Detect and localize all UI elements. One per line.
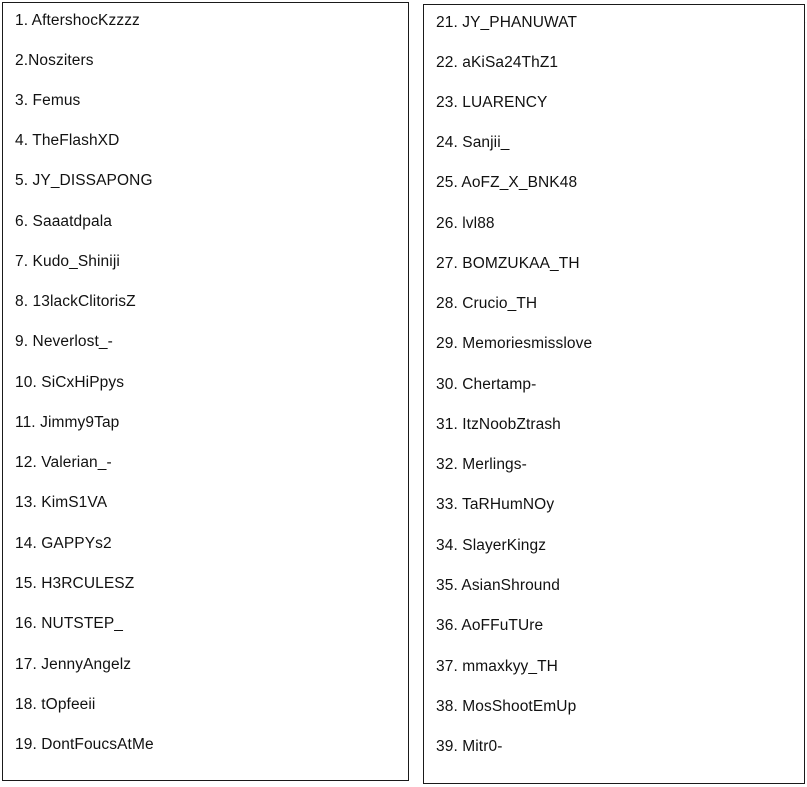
- list-item: 32. Merlings-: [436, 456, 527, 473]
- list-item: 39. Mitr0-: [436, 738, 503, 755]
- list-item: 23. LUARENCY: [436, 94, 548, 111]
- list-item: 7. Kudo_Shiniji: [15, 253, 120, 270]
- list-item: 9. Neverlost_-: [15, 333, 113, 350]
- list-item: 16. NUTSTEP_: [15, 615, 124, 632]
- list-item: 12. Valerian_-: [15, 454, 112, 471]
- list-item: 27. BOMZUKAA_TH: [436, 255, 580, 272]
- list-item: 11. Jimmy9Tap: [15, 414, 120, 431]
- list-item: 2.Nosziters: [15, 52, 94, 69]
- list-item: 24. Sanjii_: [436, 134, 510, 151]
- player-list-left-box: [2, 2, 409, 781]
- list-item: 4. TheFlashXD: [15, 132, 120, 149]
- list-item: 10. SiCxHiPpys: [15, 374, 125, 391]
- list-item: 17. JennyAngelz: [15, 656, 132, 673]
- list-item: 8. 13lackClitorisZ: [15, 293, 136, 310]
- list-item: 28. Crucio_TH: [436, 295, 538, 312]
- list-item: 19. DontFoucsAtMe: [15, 736, 154, 753]
- list-item: 21. JY_PHANUWAT: [436, 14, 578, 31]
- list-item: 29. Memoriesmisslove: [436, 335, 593, 352]
- list-item: 31. ItzNoobZtrash: [436, 416, 561, 433]
- list-item: 33. TaRHumNOy: [436, 496, 555, 513]
- list-item: 1. AftershocKzzzz: [15, 12, 140, 29]
- list-item: 30. Chertamp-: [436, 376, 537, 393]
- list-item: 36. AoFFuTUre: [436, 617, 544, 634]
- list-item: 13. KimS1VA: [15, 494, 108, 511]
- list-item: 5. JY_DISSAPONG: [15, 172, 153, 189]
- list-item: 38. MosShootEmUp: [436, 698, 577, 715]
- list-item: 14. GAPPYs2: [15, 535, 112, 552]
- player-list-right-box: [423, 4, 805, 784]
- list-item: 34. SlayerKingz: [436, 537, 547, 554]
- list-item: 22. aKiSa24ThZ1: [436, 54, 559, 71]
- list-item: 18. tOpfeeii: [15, 696, 96, 713]
- list-item: 37. mmaxkyy_TH: [436, 658, 558, 675]
- list-item: 3. Femus: [15, 92, 81, 109]
- list-item: 25. AoFZ_X_BNK48: [436, 174, 578, 191]
- list-item: 15. H3RCULESZ: [15, 575, 135, 592]
- list-item: 6. Saaatdpala: [15, 213, 112, 230]
- list-item: 35. AsianShround: [436, 577, 560, 594]
- list-item: 26. lvl88: [436, 215, 495, 232]
